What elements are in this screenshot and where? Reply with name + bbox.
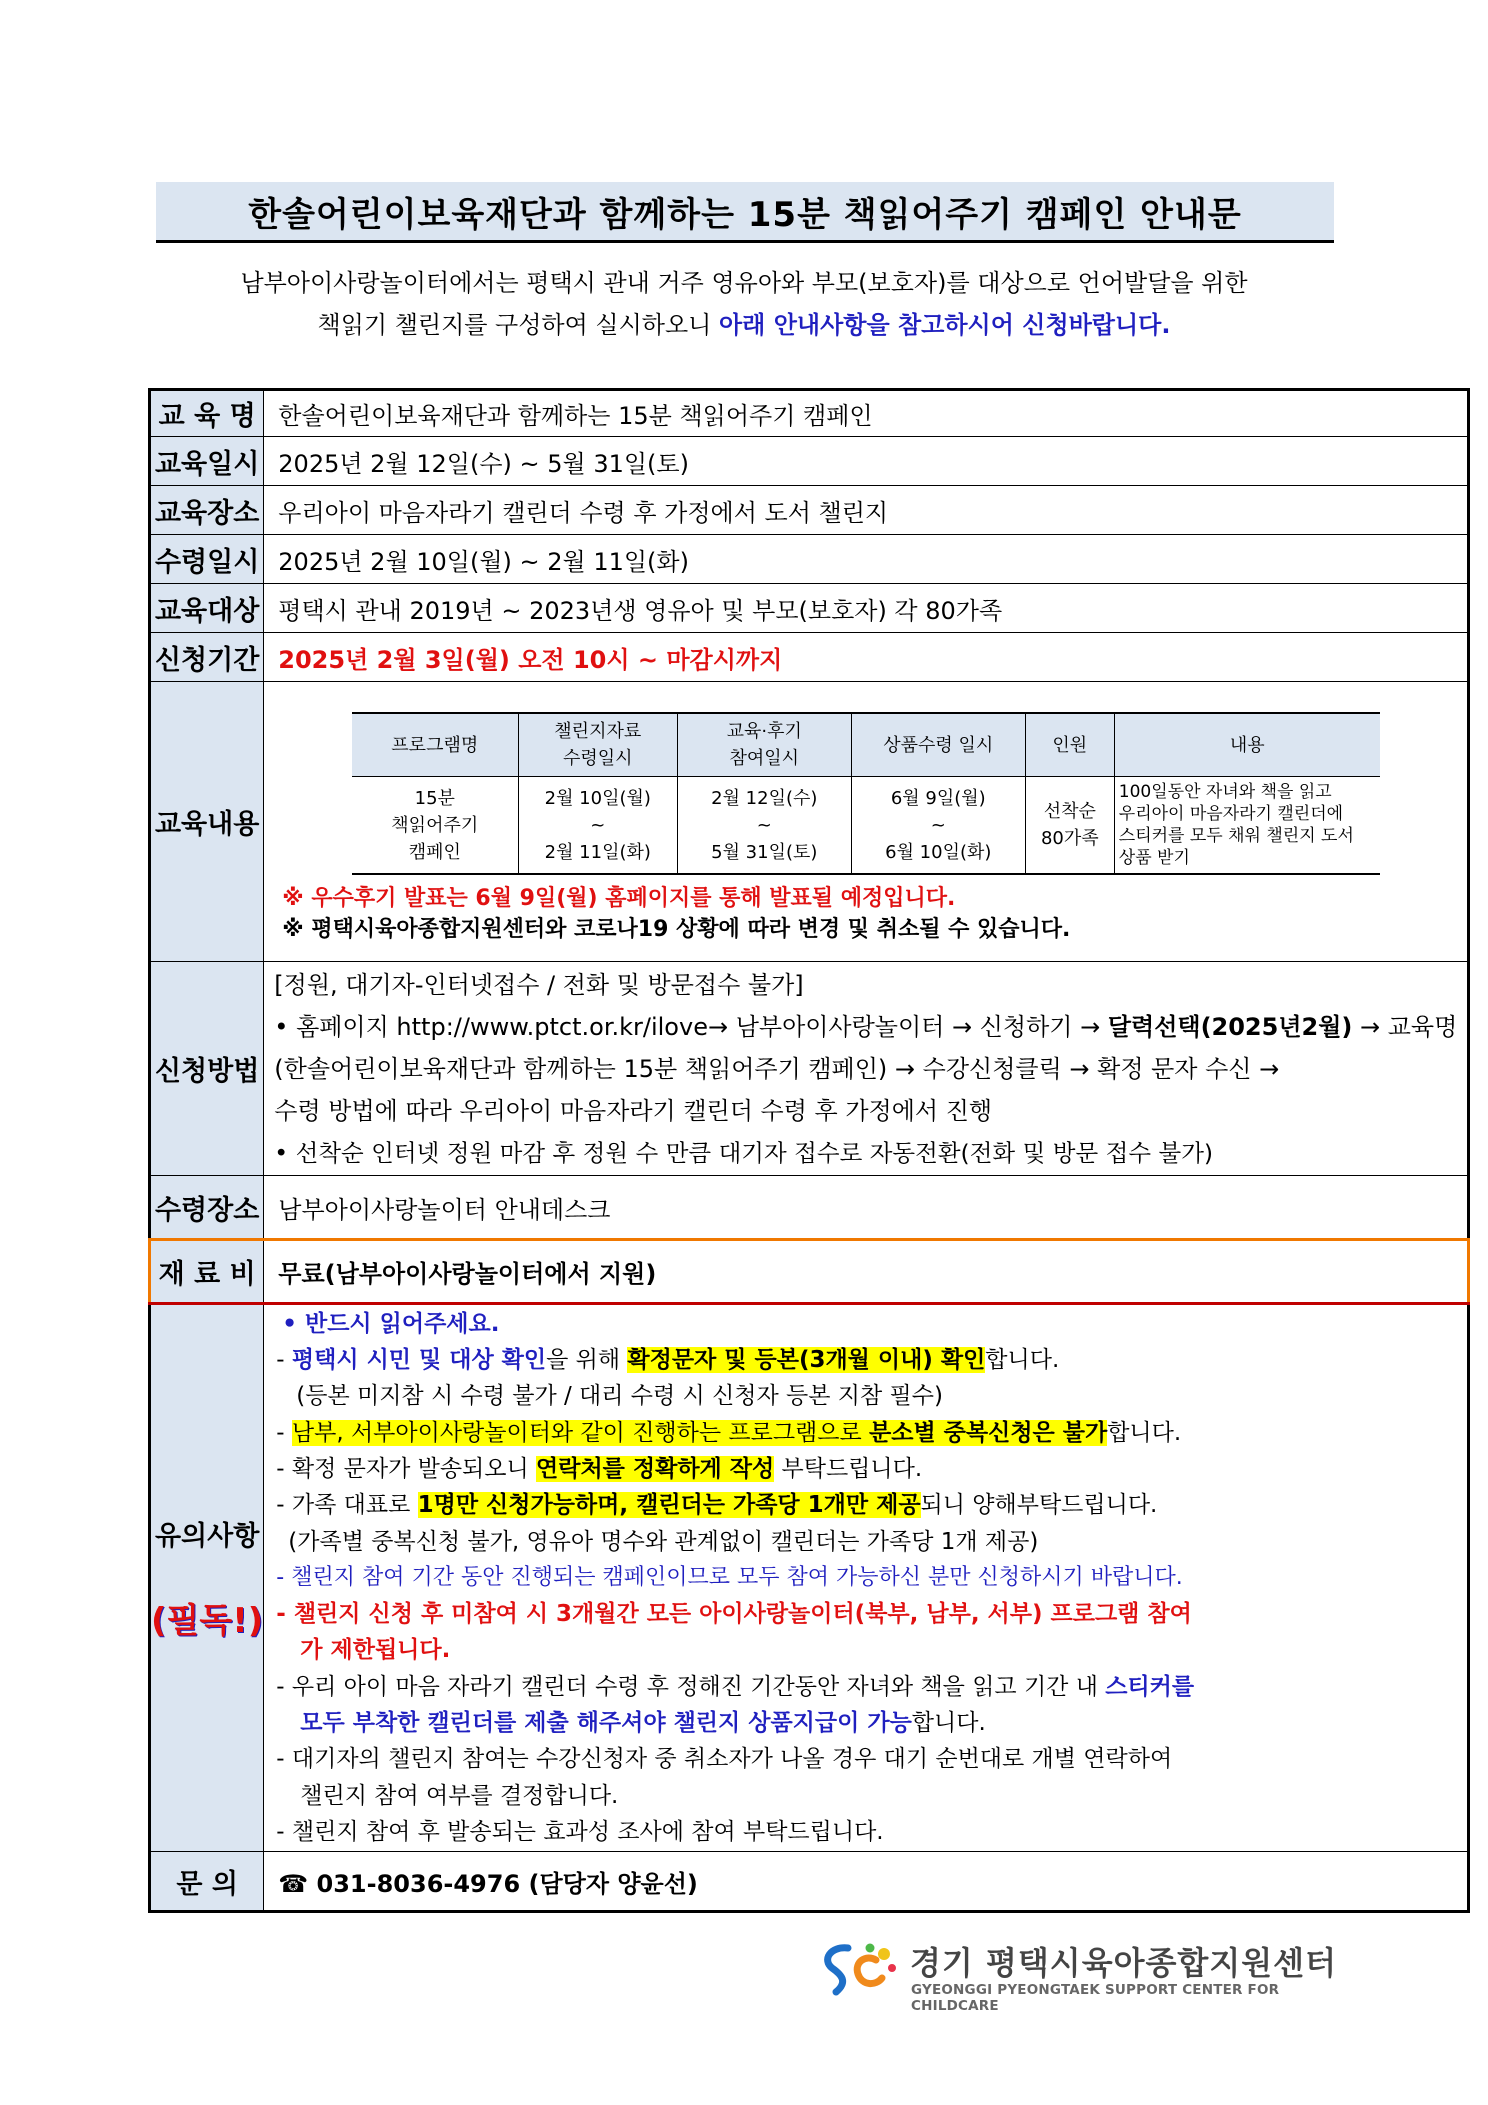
value-place: 우리아이 마음자라기 캘린더 수령 후 가정에서 도서 챌린지 bbox=[264, 486, 1469, 535]
caution-14: - 챌린지 참여 후 발송되는 효과성 조사에 참여 부탁드립니다. bbox=[276, 1818, 884, 1845]
cell-prize-1: 6월 9일(월) bbox=[890, 787, 986, 809]
caution-10 bbox=[276, 1669, 1455, 1705]
caution-10-b: 스티커를 bbox=[1105, 1673, 1195, 1700]
method-line-3: (한솔어린이보육재단과 함께하는 15분 책읽어주기 캠페인) → 수강신청클릭 → 확정 문자 수신 → bbox=[274, 1054, 1280, 1083]
row-contact bbox=[150, 1852, 1469, 1912]
cell-desc-4: 상품 받기 bbox=[1118, 848, 1190, 868]
logo-name-en: GYEONGGI PYEONGTAEK SUPPORT CENTER FOR CHILDCARE bbox=[911, 1982, 1280, 2014]
value-receive-date: 2025년 2월 10일(월) ~ 2월 11일(화) bbox=[264, 535, 1469, 584]
title-banner bbox=[156, 182, 1334, 243]
value-apply-period: 2025년 2월 3일(월) 오전 10시 ~ 마감시까지 bbox=[264, 633, 1469, 682]
cell-desc bbox=[1114, 777, 1380, 875]
program-table-row bbox=[352, 777, 1380, 875]
label-content: 교육내용 bbox=[150, 682, 264, 962]
intro-text bbox=[150, 262, 1338, 346]
row-material-fee bbox=[150, 1240, 1469, 1304]
label-receive-date: 수령일시 bbox=[150, 535, 264, 584]
caution-8: - 챌린지 참여 기간 동안 진행되는 캠페인이므로 모두 참여 가능하신 분만 신청하시기 바랍니다. bbox=[276, 1564, 1183, 1590]
intro-line-2 bbox=[150, 304, 1338, 346]
th-people bbox=[1025, 713, 1114, 777]
th-people-text: 인원 bbox=[1052, 734, 1088, 756]
page-title: 한솔어린이보육재단과 함께하는 15분 책읽어주기 캠페인 안내문 bbox=[248, 194, 1242, 235]
caution-4-a: - bbox=[276, 1419, 292, 1446]
method-line-5: • 선착순 인터넷 정원 마감 후 정원 수 만큼 대기자 접수로 자동전환(전화 및 방문 접수 불가) bbox=[274, 1138, 1214, 1167]
cell-desc-3: 스티커를 모두 채워 챌린지 도서 bbox=[1118, 826, 1354, 846]
th-material bbox=[518, 713, 677, 777]
caution-2-a: - bbox=[276, 1347, 292, 1374]
row-apply-period bbox=[150, 633, 1469, 682]
caution-5-a: - 확정 문자가 발송되오니 bbox=[276, 1455, 537, 1482]
cell-participation-3: 5월 31일(토) bbox=[711, 841, 818, 863]
label-caution bbox=[150, 1304, 264, 1852]
row-receive-date bbox=[150, 535, 1469, 584]
label-apply-period: 신청기간 bbox=[150, 633, 264, 682]
th-prize-text: 상품수령 일시 bbox=[883, 734, 994, 756]
cell-material-2: ~ bbox=[590, 814, 606, 836]
center-logo bbox=[818, 1934, 1358, 2014]
value-caution bbox=[264, 1304, 1469, 1852]
cell-participation bbox=[677, 777, 851, 875]
caution-6-b: 1명만 신청가능하며, 캘린더는 가족당 1개만 제공 bbox=[417, 1492, 921, 1519]
cell-program-1: 15분 bbox=[414, 787, 455, 809]
label-material-fee: 재 료 비 bbox=[150, 1240, 264, 1304]
logo-name-kr: 경기 평택시육아종합지원센터 bbox=[910, 1944, 1337, 1982]
caution-6-c: 되니 양해부탁드립니다. bbox=[920, 1492, 1158, 1519]
label-contact: 문 의 bbox=[150, 1852, 264, 1912]
caution-6 bbox=[276, 1487, 1455, 1523]
caution-12: - 대기자의 챌린지 참여는 수강신청자 중 취소자가 나올 경우 대기 순번대로 개별 연락하여 bbox=[276, 1746, 1173, 1773]
caution-3: (등본 미지참 시 수령 불가 / 대리 수령 시 신청자 등본 지참 필수) bbox=[296, 1383, 943, 1410]
info-table bbox=[148, 388, 1470, 1913]
logo-mark-icon bbox=[818, 1940, 900, 2000]
caution-5 bbox=[276, 1451, 1455, 1487]
caution-1: • 반드시 읽어주세요. bbox=[282, 1310, 500, 1337]
method-line-4: 수령 방법에 따라 우리아이 마음자라기 캘린더 수령 후 가정에서 진행 bbox=[274, 1096, 993, 1125]
content-note-2: ※ 평택시육아종합지원센터와 코로나19 상황에 따라 변경 및 취소될 수 있습니다. bbox=[282, 917, 1071, 942]
label-name: 교 육 명 bbox=[150, 390, 264, 437]
value-name: 한솔어린이보육재단과 함께하는 15분 책읽어주기 캠페인 bbox=[264, 390, 1469, 437]
value-content bbox=[264, 682, 1469, 962]
caution-4-c: 분소별 중복신청은 불가 bbox=[869, 1419, 1108, 1446]
caution-11-b: 합니다. bbox=[911, 1710, 986, 1737]
caution-2-c: 을 위해 bbox=[546, 1347, 628, 1374]
cell-material bbox=[518, 777, 677, 875]
value-method bbox=[264, 962, 1469, 1176]
method-line-1: [정원, 대기자-인터넷접수 / 전화 및 방문접수 불가] bbox=[274, 970, 804, 999]
intro-line-1: 남부아이사랑놀이터에서는 평택시 관내 거주 영유아와 부모(보호자)를 대상으로 언어발달을 위한 bbox=[240, 269, 1248, 297]
label-date: 교육일시 bbox=[150, 437, 264, 486]
value-receive-place: 남부아이사랑놀이터 안내데스크 bbox=[264, 1176, 1469, 1240]
intro-line-2-highlight: 아래 안내사항을 참고하시어 신청바랍니다. bbox=[718, 311, 1171, 339]
content-note-1: ※ 우수후기 발표는 6월 9일(월) 홈페이지를 통해 발표될 예정입니다. bbox=[282, 886, 956, 911]
cell-program-3: 캠페인 bbox=[408, 841, 461, 863]
program-table bbox=[352, 712, 1380, 875]
cell-program-2: 책읽어주기 bbox=[391, 814, 479, 836]
cell-prize bbox=[851, 777, 1025, 875]
row-name bbox=[150, 390, 1469, 437]
value-contact: ☎ 031-8036-4976 (담당자 양윤선) bbox=[264, 1852, 1469, 1912]
row-place bbox=[150, 486, 1469, 535]
row-receive-place bbox=[150, 1176, 1469, 1240]
th-program bbox=[352, 713, 519, 777]
caution-5-b: 연락처를 정확하게 작성 bbox=[536, 1455, 775, 1482]
cell-people-1: 선착순 bbox=[1043, 801, 1096, 822]
label-target: 교육대상 bbox=[150, 584, 264, 633]
th-prize bbox=[851, 713, 1025, 777]
label-caution-text: 유의사항 bbox=[154, 1521, 260, 1552]
cell-desc-2: 우리아이 마음자라기 캘린더에 bbox=[1118, 804, 1344, 824]
row-method bbox=[150, 962, 1469, 1176]
cell-people-2: 80가족 bbox=[1040, 828, 1099, 849]
cell-desc-1: 100일동안 자녀와 책을 읽고 bbox=[1118, 782, 1332, 802]
cell-prize-2: ~ bbox=[930, 814, 946, 836]
th-desc-text: 내용 bbox=[1229, 734, 1265, 756]
caution-7: (가족별 중복신청 불가, 영유아 명수와 관계없이 캘린더는 가족당 1개 제공) bbox=[288, 1528, 1039, 1555]
row-caution bbox=[150, 1304, 1469, 1852]
row-content bbox=[150, 682, 1469, 962]
th-participation-b: 참여일시 bbox=[729, 748, 800, 769]
label-caution-must-read: (필독!) bbox=[151, 1601, 264, 1641]
cell-material-3: 2월 11일(화) bbox=[544, 841, 651, 863]
caution-2-d: 확정문자 및 등본(3개월 이내) 확인 bbox=[627, 1347, 986, 1374]
intro-line-2-plain: 책읽기 챌린지를 구성하여 실시하오니 bbox=[317, 311, 719, 339]
caution-2-b: 평택시 시민 및 대상 확인 bbox=[291, 1347, 547, 1374]
program-table-header bbox=[352, 713, 1380, 777]
caution-4 bbox=[276, 1415, 1455, 1451]
caution-10-a: - 우리 아이 마음 자라기 캘린더 수령 후 정해진 기간동안 자녀와 책을 읽고 기간 내 bbox=[276, 1673, 1106, 1700]
value-target: 평택시 관내 2019년 ~ 2023년생 영유아 및 부모(보호자) 각 80가족 bbox=[264, 584, 1469, 633]
method-line-2-c: → 교육명 bbox=[1352, 1012, 1458, 1041]
value-date: 2025년 2월 12일(수) ~ 5월 31일(토) bbox=[264, 437, 1469, 486]
caution-11-a: 모두 부착한 캘린더를 제출 해주셔야 챌린지 상품지급이 가능 bbox=[300, 1710, 912, 1737]
method-line-2 bbox=[274, 1006, 1457, 1048]
caution-13: 챌린지 참여 여부를 결정합니다. bbox=[300, 1782, 619, 1809]
th-participation bbox=[677, 713, 851, 777]
th-desc bbox=[1114, 713, 1380, 777]
method-line-2-b: 달력선택(2025년2월) bbox=[1107, 1012, 1353, 1041]
cell-material-1: 2월 10일(월) bbox=[544, 787, 651, 809]
row-target bbox=[150, 584, 1469, 633]
th-material-a: 챌린지자료 bbox=[554, 721, 642, 742]
th-program-text: 프로그램명 bbox=[391, 734, 479, 756]
row-date bbox=[150, 437, 1469, 486]
value-material-fee: 무료(남부아이사랑놀이터에서 지원) bbox=[264, 1240, 1469, 1304]
caution-4-b: 남부, 서부아이사랑놀이터와 같이 진행하는 프로그램으로 bbox=[291, 1419, 870, 1446]
caution-5-c: 부탁드립니다. bbox=[774, 1455, 923, 1482]
caution-11 bbox=[276, 1705, 1455, 1741]
cell-participation-2: ~ bbox=[756, 814, 772, 836]
caution-2-e: 합니다. bbox=[985, 1347, 1060, 1374]
cell-prize-3: 6월 10일(화) bbox=[885, 841, 992, 863]
th-material-b: 수령일시 bbox=[563, 748, 633, 769]
caution-4-d: 합니다. bbox=[1107, 1419, 1182, 1446]
label-receive-place: 수령장소 bbox=[150, 1176, 264, 1240]
cell-people bbox=[1025, 777, 1114, 875]
caution-6-a: - 가족 대표로 bbox=[276, 1492, 418, 1519]
label-place: 교육장소 bbox=[150, 486, 264, 535]
cell-participation-1: 2월 12일(수) bbox=[711, 787, 818, 809]
caution-9a: - 챌린지 신청 후 미참여 시 3개월간 모든 아이사랑놀이터(북부, 남부, 서부) 프로그램 참여 bbox=[276, 1601, 1192, 1628]
th-participation-a: 교육·후기 bbox=[726, 721, 802, 742]
cell-program bbox=[352, 777, 519, 875]
caution-2 bbox=[276, 1342, 1455, 1378]
label-method: 신청방법 bbox=[150, 962, 264, 1176]
caution-9b: 가 제한됩니다. bbox=[300, 1637, 451, 1664]
method-line-2-a: • 홈페이지 http://www.ptct.or.kr/ilove→ 남부아이사랑놀이터 → 신청하기 → bbox=[274, 1012, 1108, 1041]
